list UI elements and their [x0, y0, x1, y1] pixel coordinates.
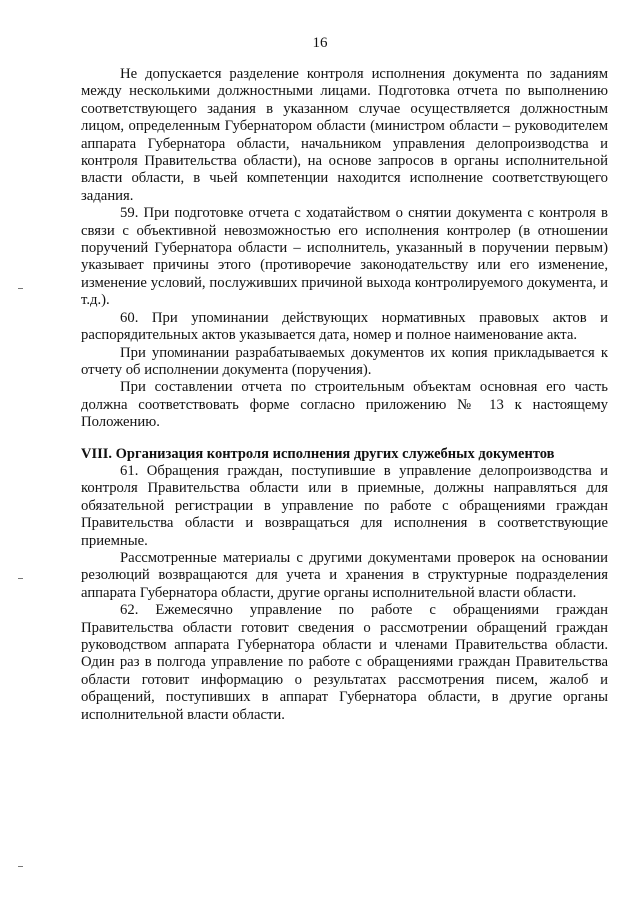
- paragraph-item-60: 60. При упоминании действующих нормативных правовых актов и распорядительных актов указывается дата, номер и полное наименование акта.: [81, 309, 608, 344]
- paragraph-draft-documents: При упоминании разрабатываемых документов их копия прикладывается к отчету об исполнении документа (поручения).: [81, 344, 608, 378]
- paragraph-item-61: 61. Обращения граждан, поступившие в управление делопроизводства и контроля Правительства области или в приемные, должны направляться для обязательной регистрации в управление по работе с обращениями граждан Правительства области и возвращаться для исполнения в соответствующие приемные.: [81, 462, 608, 549]
- paragraph-construction-report: При составлении отчета по строительным объектам основная его часть должна соответствовать форме согласно приложению № 13 к настоящему Положению.: [81, 379, 608, 431]
- section-heading-viii: VIII. Организация контроля исполнения других служебных документов: [81, 445, 555, 462]
- paragraph-task-split-control: Не допускается разделение контроля исполнения документа по заданиям между несколькими должностными лицами. Подготовка отчета по выполнению соответствующего задания в указанном случае осуществляется должностным лицом, определенным Губернатором области (министром области – руководителем аппарата Губернатора области, начальником управления делопроизводства и контроля Правительства области), на основе запросов в органы исполнительной власти области, в чьей компетенции находится исполнение соответствующего задания.: [81, 66, 608, 204]
- paragraph-reviewed-materials: Рассмотренные материалы с другими документами проверок на основании резолюций возвращаются для учета и хранения в структурные подразделения аппарата Губернатора области, другие органы исполнительной власти области.: [81, 549, 608, 601]
- page-number: 16: [312, 35, 328, 51]
- margin-mark: [18, 866, 23, 867]
- paragraph-item-59: 59. При подготовке отчета с ходатайством о снятии документа с контроля в связи с объективной невозможностью его исполнения контролер (в отношении поручений Губернатора области – исполнитель, указанный в поручении первым) указывает причины этого (противоречие законодательству или его изменение, изменение условий, послуживших причиной выхода контролируемого документа, и т.д.).: [81, 205, 608, 309]
- paragraph-item-62: 62. Ежемесячно управление по работе с обращениями граждан Правительства области готовит сведения о рассмотрении обращений граждан руководством аппарата Губернатора области и членами Правительства области. Один раз в полгода управление по работе с обращениями граждан Правительства области готовит информацию о результатах рассмотрения писем, жалоб и обращений, поступивших в аппарат Губернатора области, в другие органы исполнительной власти области.: [81, 602, 608, 723]
- document-body: [81, 66, 608, 724]
- margin-mark: [18, 288, 23, 289]
- margin-mark: [18, 578, 23, 579]
